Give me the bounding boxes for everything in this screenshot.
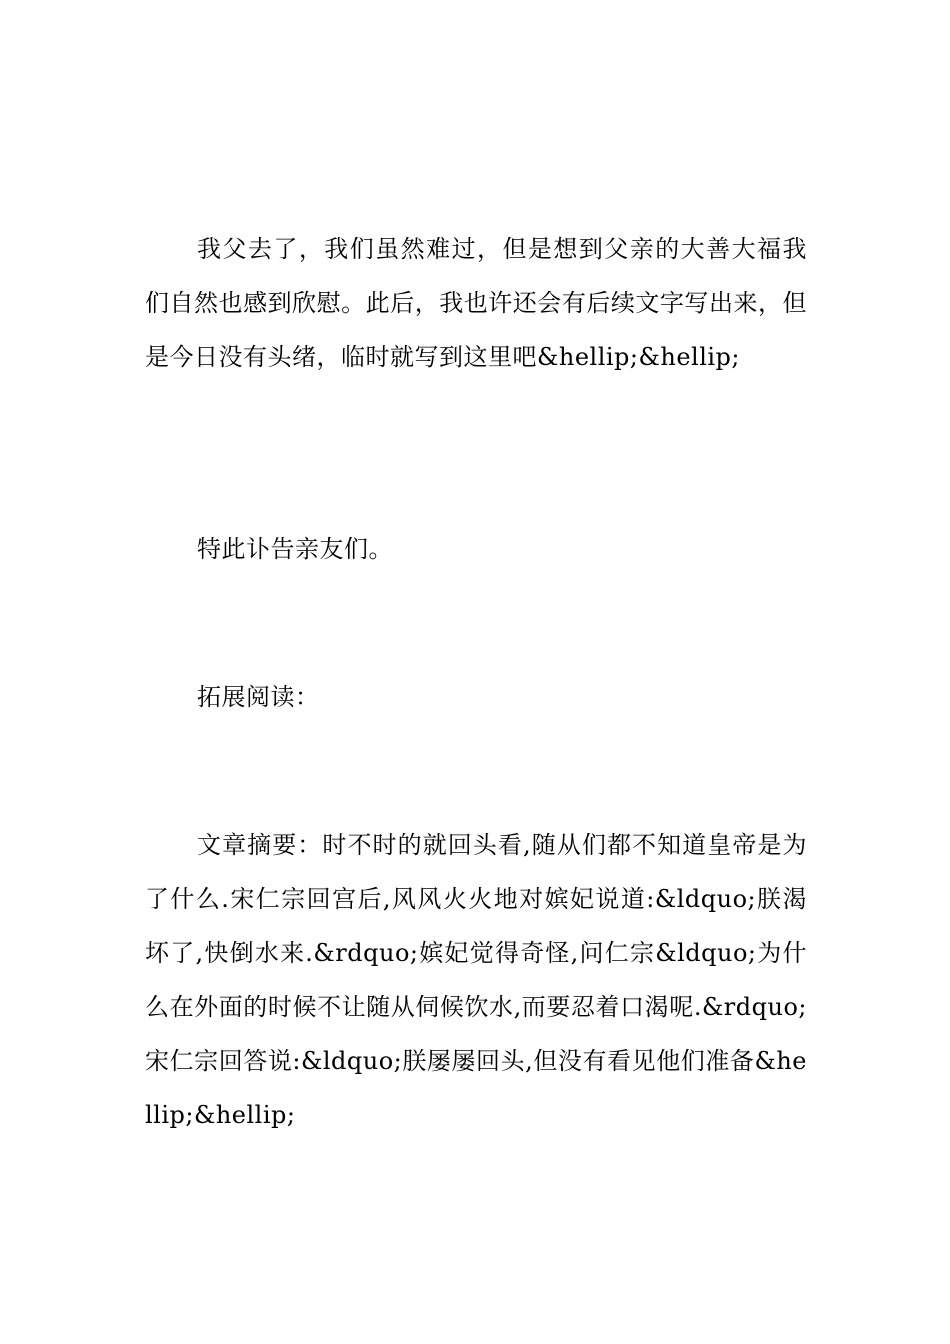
paragraph-extended-reading-heading: 拓展阅读： [197,683,320,711]
paragraph-obituary-closing: 我父去了，我们虽然难过，但是想到父亲的大善大福我们自然也感到欣慰。此后，我也许还会有后续文字写出来，但是今日没有头绪，临时就写到这里吧&hellip;&hellip; [145,235,807,371]
paragraph-article-summary: 文章摘要：时不时的就回头看,随从们都不知道皇帝是为了什么.宋仁宗回宫后,风风火火地对嫔妃说道:&ldquo;朕渴坏了,快倒水来.&rdquo;嫔妃觉得奇怪,问仁宗&ldquo;为什么在外面的时候不让随从伺候饮水,而要忍着口渴呢.&rdquo; 宋仁宗回答说:&ldquo;朕屡屡回头,但没有看见他们准备&hellip;&hellip; [145,831,807,1129]
paragraph-notice: 特此讣告亲友们。 [197,535,393,563]
